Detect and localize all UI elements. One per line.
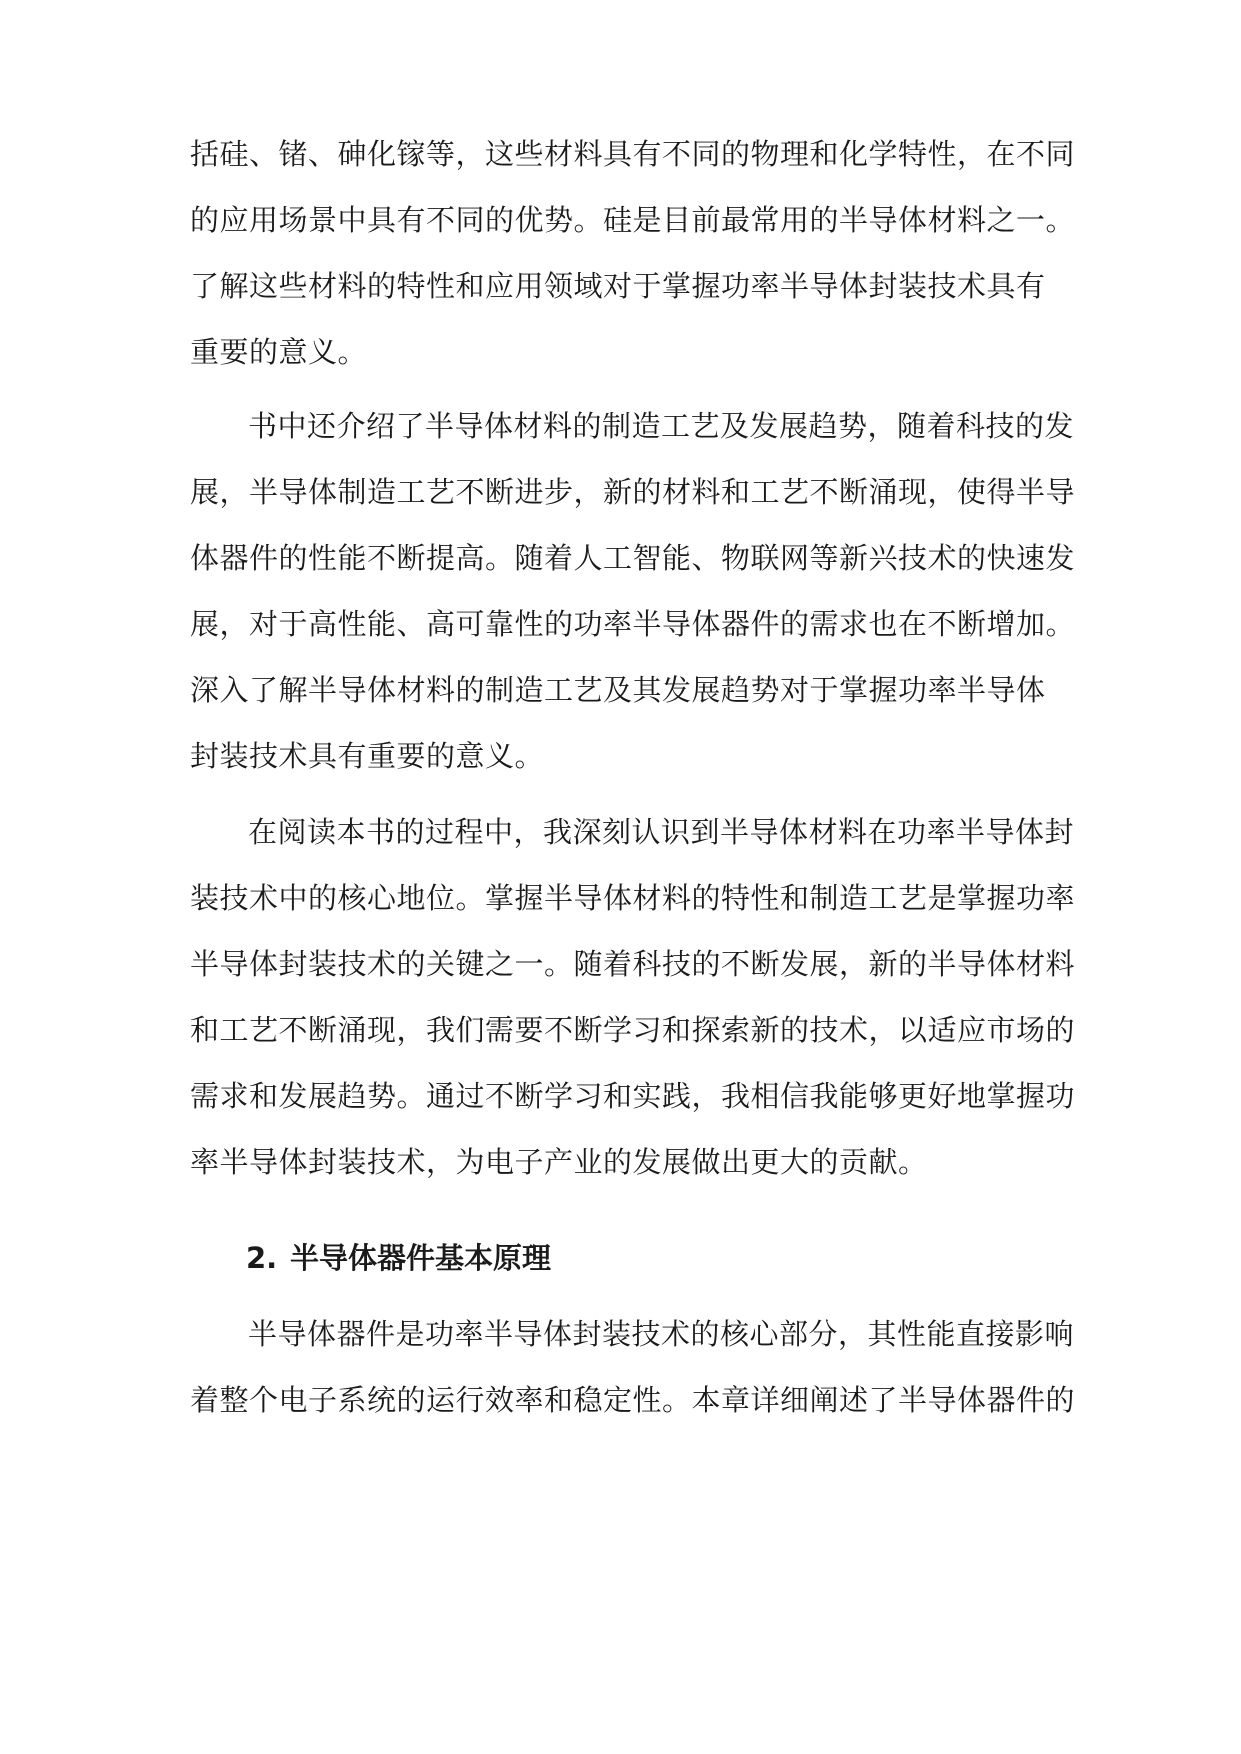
paragraph-line: 展，对于高性能、高可靠性的功率半导体器件的需求也在不断增加。 [190,607,1076,641]
paragraph-line: 在阅读本书的过程中，我深刻认识到半导体材料在功率半导体封 [248,815,1075,849]
paragraph-line: 书中还介绍了半导体材料的制造工艺及发展趋势，随着科技的发 [248,409,1075,443]
paragraph-line: 封装技术具有重要的意义。 [190,739,545,773]
paragraph-line: 深入了解半导体材料的制造工艺及其发展趋势对于掌握功率半导体 [190,673,1046,707]
paragraph-line: 和工艺不断涌现，我们需要不断学习和探索新的技术，以适应市场的 [190,1013,1076,1047]
paragraph-line: 装技术中的核心地位。掌握半导体材料的特性和制造工艺是掌握功率 [190,881,1076,915]
paragraph-line: 展，半导体制造工艺不断进步，新的材料和工艺不断涌现，使得半导 [190,475,1076,509]
paragraph-line: 括硅、锗、砷化镓等，这些材料具有不同的物理和化学特性，在不同 [190,137,1076,171]
paragraph-line: 重要的意义。 [190,335,368,369]
section-title: 半导体器件基本原理 [290,1241,552,1275]
paragraph-line: 体器件的性能不断提高。随着人工智能、物联网等新兴技术的快速发 [190,541,1076,575]
paragraph-line: 半导体器件是功率半导体封装技术的核心部分，其性能直接影响 [248,1317,1075,1351]
paragraph-line: 的应用场景中具有不同的优势。硅是目前最常用的半导体材料之一。 [190,203,1076,237]
section-number: 2. [246,1241,278,1275]
paragraph-line: 着整个电子系统的运行效率和稳定性。本章详细阐述了半导体器件的 [190,1383,1076,1417]
paragraph-line: 率半导体封装技术，为电子产业的发展做出更大的贡献。 [190,1145,928,1179]
paragraph-line: 需求和发展趋势。通过不断学习和实践，我相信我能够更好地掌握功 [190,1079,1076,1113]
section-heading [246,1238,551,1278]
paragraph-line: 半导体封装技术的关键之一。随着科技的不断发展，新的半导体材料 [190,947,1076,981]
paragraph-line: 了解这些材料的特性和应用领域对于掌握功率半导体封装技术具有 [190,269,1046,303]
